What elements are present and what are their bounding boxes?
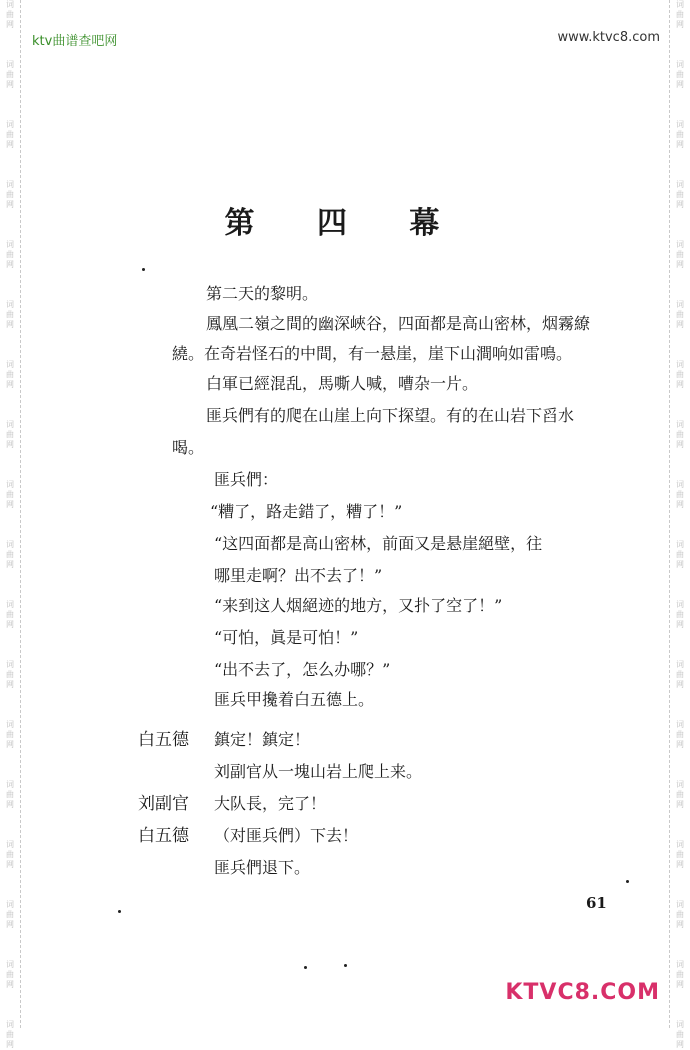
watermark-text: 词 xyxy=(6,360,14,369)
watermark-text: 曲 xyxy=(676,610,684,619)
dialogue-line: “糟了，路走錯了，糟了！” xyxy=(210,502,403,521)
watermark-text: 网 xyxy=(676,380,684,389)
watermark-text: 曲 xyxy=(6,190,14,199)
watermark-text: 曲 xyxy=(6,1030,14,1039)
watermark-text: 网 xyxy=(676,620,684,629)
watermark-text: 词 xyxy=(676,300,684,309)
watermark-text: 网 xyxy=(6,980,14,989)
watermark-text: 曲 xyxy=(6,490,14,499)
watermark-text: 网 xyxy=(6,320,14,329)
watermark-text: 词 xyxy=(6,420,14,429)
watermark-text: 曲 xyxy=(6,610,14,619)
watermark-text: 网 xyxy=(676,980,684,989)
watermark-text: 网 xyxy=(6,740,14,749)
watermark-text: 网 xyxy=(676,920,684,929)
watermark-text: 网 xyxy=(6,80,14,89)
watermark-text: 曲 xyxy=(676,250,684,259)
watermark-text: 曲 xyxy=(676,670,684,679)
stage-direction: 第二天的黎明。 xyxy=(206,284,319,303)
dialogue-line: 大队長，完了！ xyxy=(214,794,327,813)
scan-speck xyxy=(142,268,145,271)
watermark-text: 曲 xyxy=(676,550,684,559)
speaker-name: 白五德 xyxy=(138,826,189,846)
watermark-text: 曲 xyxy=(6,550,14,559)
watermark-text: 曲 xyxy=(676,970,684,979)
speaker-name: 白五德 xyxy=(138,730,189,750)
watermark-text: 曲 xyxy=(676,430,684,439)
watermark-text: 词 xyxy=(6,240,14,249)
watermark-text: 词 xyxy=(676,420,684,429)
watermark-text: 词 xyxy=(676,660,684,669)
watermark-text: 网 xyxy=(676,860,684,869)
watermark-text: 曲 xyxy=(676,70,684,79)
watermark-text: 网 xyxy=(6,440,14,449)
watermark-text: 曲 xyxy=(676,910,684,919)
watermark-text: 词 xyxy=(676,540,684,549)
watermark-text: 词 xyxy=(676,360,684,369)
watermark-text: 曲 xyxy=(6,790,14,799)
watermark-text: 曲 xyxy=(676,490,684,499)
site-url: www.ktvc8.com xyxy=(557,30,660,45)
watermark-text: 词 xyxy=(676,120,684,129)
stage-direction: 匪兵甲攙着白五德上。 xyxy=(214,690,375,709)
watermark-text: 网 xyxy=(676,740,684,749)
watermark-text: 网 xyxy=(676,560,684,569)
left-margin-watermark xyxy=(0,0,21,1049)
watermark-text: 词 xyxy=(6,900,14,909)
watermark-text: 曲 xyxy=(6,10,14,19)
footer-logo: KTVC8.COM xyxy=(505,980,660,1005)
stage-direction: 刘副官从一塊山岩上爬上来。 xyxy=(214,762,423,781)
dialogue-line: 鎮定！鎮定！ xyxy=(214,730,311,749)
scan-speck xyxy=(344,964,347,967)
watermark-text: 曲 xyxy=(6,310,14,319)
watermark-text: 网 xyxy=(676,20,684,29)
watermark-text: 词 xyxy=(6,600,14,609)
watermark-text: 曲 xyxy=(6,850,14,859)
watermark-text: 网 xyxy=(6,800,14,809)
watermark-text: 网 xyxy=(6,620,14,629)
watermark-text: 网 xyxy=(6,560,14,569)
watermark-text: 曲 xyxy=(676,730,684,739)
watermark-text: 词 xyxy=(676,180,684,189)
watermark-text: 网 xyxy=(676,500,684,509)
watermark-text: 词 xyxy=(6,300,14,309)
watermark-text: 曲 xyxy=(676,10,684,19)
watermark-text: 词 xyxy=(676,900,684,909)
watermark-text: 曲 xyxy=(6,670,14,679)
stage-direction: 繞。在奇岩怪石的中間，有一悬崖，崖下山澗响如雷鳴。 xyxy=(172,344,573,363)
page-number: 61 xyxy=(586,894,607,912)
watermark-text: 词 xyxy=(676,840,684,849)
watermark-text: 网 xyxy=(6,680,14,689)
watermark-text: 词 xyxy=(6,480,14,489)
watermark-text: 网 xyxy=(6,260,14,269)
watermark-text: 曲 xyxy=(6,370,14,379)
watermark-text: 词 xyxy=(6,840,14,849)
watermark-text: 词 xyxy=(6,540,14,549)
watermark-text: 词 xyxy=(676,1020,684,1029)
right-margin-watermark xyxy=(669,0,690,1049)
scan-speck xyxy=(626,880,629,883)
watermark-text: 词 xyxy=(676,960,684,969)
dialogue-line: “这四面都是高山密林，前面又是悬崖絕壁，往 xyxy=(214,534,543,553)
watermark-text: 网 xyxy=(6,1040,14,1049)
watermark-text: 网 xyxy=(6,500,14,509)
scan-speck xyxy=(118,910,121,913)
watermark-text: 曲 xyxy=(6,970,14,979)
watermark-text: 网 xyxy=(6,380,14,389)
watermark-text: 词 xyxy=(6,780,14,789)
watermark-text: 曲 xyxy=(676,790,684,799)
watermark-text: 曲 xyxy=(6,910,14,919)
watermark-text: 曲 xyxy=(676,1030,684,1039)
watermark-text: 曲 xyxy=(6,250,14,259)
watermark-text: 曲 xyxy=(6,730,14,739)
dialogue-line: 哪里走啊？出不去了！” xyxy=(214,566,383,585)
stage-direction: 匪兵們有的爬在山崖上向下探望。有的在山岩下舀水 xyxy=(206,406,575,425)
watermark-text: 网 xyxy=(676,260,684,269)
watermark-text: 词 xyxy=(6,120,14,129)
watermark-text: 曲 xyxy=(6,70,14,79)
watermark-text: 网 xyxy=(6,200,14,209)
watermark-text: 词 xyxy=(6,180,14,189)
watermark-text: 词 xyxy=(676,600,684,609)
watermark-text: 网 xyxy=(676,440,684,449)
dialogue-line: “可怕，眞是可怕！” xyxy=(214,628,359,647)
watermark-text: 网 xyxy=(676,80,684,89)
watermark-text: 词 xyxy=(6,0,14,9)
watermark-text: 词 xyxy=(6,60,14,69)
stage-direction: 匪兵們： xyxy=(214,470,279,489)
watermark-text: 词 xyxy=(676,0,684,9)
dialogue-line: “出不去了，怎么办哪？” xyxy=(214,660,391,679)
site-name: ktv曲谱查吧网 xyxy=(32,34,118,49)
watermark-text: 词 xyxy=(6,1020,14,1029)
watermark-text: 曲 xyxy=(676,850,684,859)
stage-direction: 白軍已經混乱，馬嘶人喊，嘈杂一片。 xyxy=(206,374,479,393)
watermark-text: 曲 xyxy=(676,130,684,139)
watermark-text: 词 xyxy=(676,240,684,249)
watermark-text: 网 xyxy=(6,140,14,149)
watermark-text: 网 xyxy=(676,1040,684,1049)
dialogue-line: “来到这人烟絕迹的地方，又扑了空了！” xyxy=(214,596,503,615)
watermark-text: 词 xyxy=(676,720,684,729)
watermark-text: 网 xyxy=(676,800,684,809)
scan-speck xyxy=(304,966,307,969)
watermark-text: 词 xyxy=(6,960,14,969)
watermark-text: 曲 xyxy=(676,190,684,199)
watermark-text: 词 xyxy=(676,480,684,489)
watermark-text: 网 xyxy=(6,920,14,929)
watermark-text: 词 xyxy=(676,780,684,789)
watermark-text: 网 xyxy=(6,20,14,29)
watermark-text: 网 xyxy=(676,680,684,689)
watermark-text: 词 xyxy=(676,60,684,69)
watermark-text: 曲 xyxy=(676,310,684,319)
watermark-text: 词 xyxy=(6,660,14,669)
watermark-text: 网 xyxy=(6,860,14,869)
watermark-text: 网 xyxy=(676,140,684,149)
stage-direction: 喝。 xyxy=(172,438,205,457)
stage-direction: 匪兵們退下。 xyxy=(214,858,311,877)
stage-direction: 鳳凰二嶺之間的幽深峽谷，四面都是高山密林，烟霧繚 xyxy=(206,314,591,333)
watermark-text: 词 xyxy=(6,720,14,729)
speaker-name: 刘副官 xyxy=(138,794,189,814)
dialogue-line: （对匪兵們）下去！ xyxy=(214,826,359,845)
act-title: 第 四 幕 xyxy=(224,206,466,241)
watermark-text: 网 xyxy=(676,320,684,329)
watermark-text: 网 xyxy=(676,200,684,209)
watermark-text: 曲 xyxy=(6,130,14,139)
watermark-text: 曲 xyxy=(6,430,14,439)
watermark-text: 曲 xyxy=(676,370,684,379)
